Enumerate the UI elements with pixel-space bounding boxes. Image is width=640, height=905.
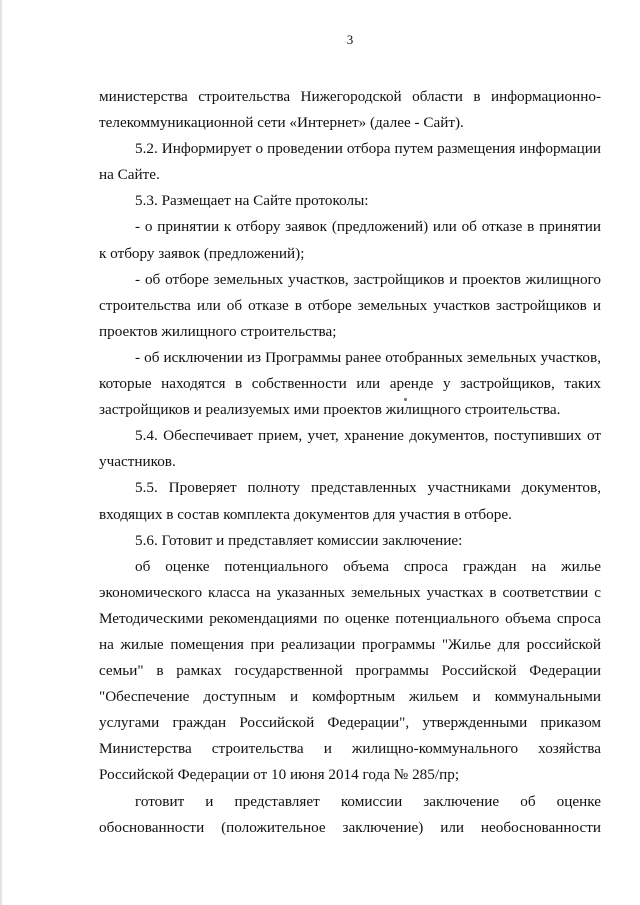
paragraph-5-4: 5.4. Обеспечивает прием, учет, хранение документов, поступивших от участников. xyxy=(99,427,601,471)
scan-edge xyxy=(0,0,3,905)
paragraph-intro: министерства строительства Нижегородской области в информационно-телекоммуникационной сети «Интернет» (далее - Сайт). xyxy=(99,88,601,132)
scan-artifact xyxy=(404,398,407,401)
list-item-justification-assessment: готовит и представляет комиссии заключение об оценке обоснованности (положительное заключение) или необоснованности xyxy=(99,792,601,836)
page-number: 3 xyxy=(346,32,354,47)
list-item-selection-protocol: - об отборе земельных участков, застройщиков и проектов жилищного строительства или об отказе в отборе земельных участков застройщиков и проектов жилищного строительства; xyxy=(99,270,601,340)
list-item-acceptance-protocol: - о принятии к отбору заявок (предложений) или об отказе в принятии к отбору заявок (предложений); xyxy=(99,218,601,262)
paragraph-5-6: 5.6. Готовит и представляет комиссии заключение: xyxy=(135,531,463,549)
document-body xyxy=(99,84,601,841)
list-item-demand-assessment: об оценке потенциального объема спроса граждан на жилье экономического класса на указанных земельных участках в соответствии с Методическими рекомендациями по оценке потенциального объема спроса на жилые помещения при реализации программы "Жилье для российской семьи" в рамках государственной программы Российской Федерации "Обеспечение доступным и комфортным жильем и коммунальными услугами граждан Российской Федерации", утвержденными приказом Министерства строительства и жилищно-коммунального хозяйства Российской Федерации от 10 июня 2014 года № 285/пр; xyxy=(99,557,601,784)
paragraph-5-2: 5.2. Информирует о проведении отбора путем размещения информации на Сайте. xyxy=(99,140,601,184)
paragraph-5-3: 5.3. Размещает на Сайте протоколы: xyxy=(135,192,369,210)
list-item-exclusion-protocol: - об исключении из Программы ранее отобранных земельных участков, которые находятся в собственности или аренде у застройщиков, таких застройщиков и реализуемых ими проектов жилищного строительства. xyxy=(99,348,601,419)
paragraph-5-5: 5.5. Проверяет полноту представленных участниками документов, входящих в состав комплекта документов для участия в отборе. xyxy=(99,479,601,523)
